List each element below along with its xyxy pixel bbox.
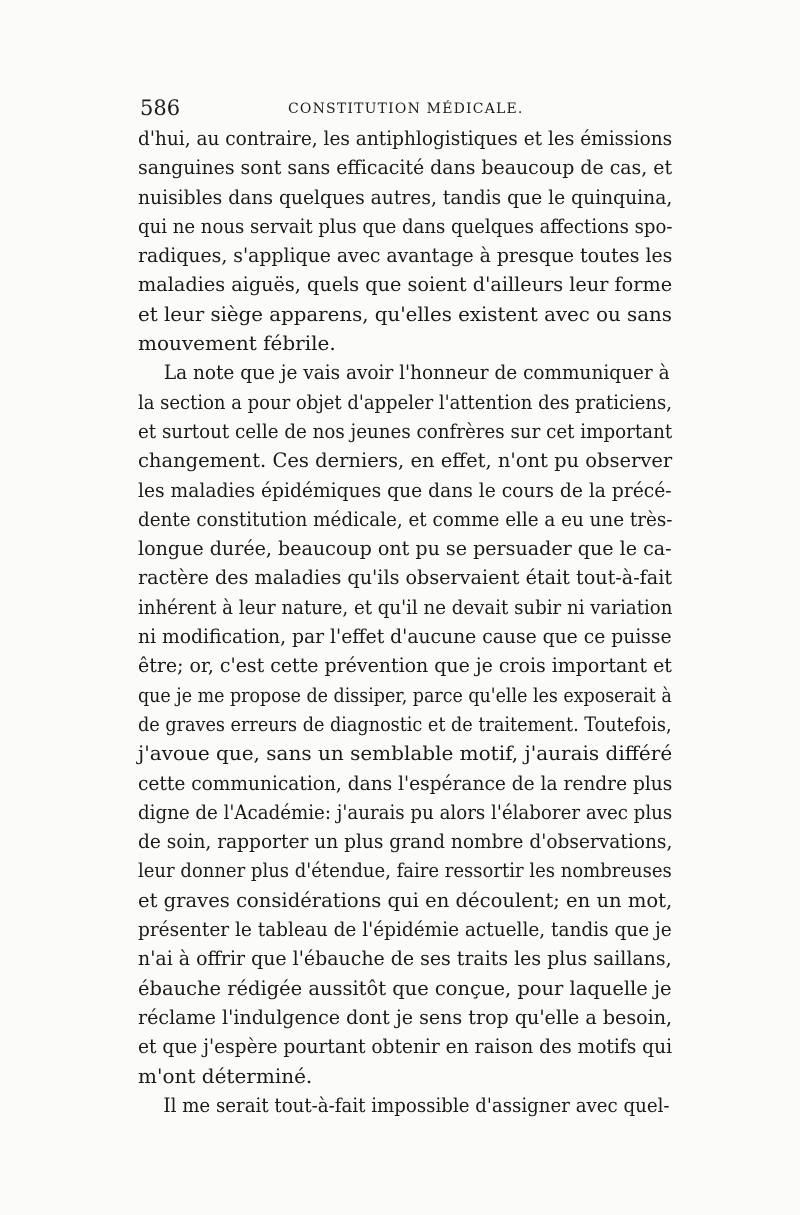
running-head: CONSTITUTION MÉDICALE.	[288, 101, 524, 117]
text-line: changement. Ces derniers, en effet, n'ont pu observer	[138, 448, 673, 473]
text-line: sanguines sont sans efficacité dans beaucoup de cas, et	[138, 155, 673, 180]
text-line: digne de l'Académie: j'aurais pu alors l'élaborer avec plus	[138, 799, 673, 824]
text-line: leur donner plus d'étendue, faire ressortir les nombreuses	[138, 858, 672, 883]
text-line: m'ont déterminé.	[138, 1063, 313, 1088]
text-line: longue durée, beaucoup ont pu se persuader que le ca-	[138, 536, 672, 561]
text-line: dente constitution médicale, et comme elle a eu une très-	[138, 506, 673, 531]
text-line: Il me serait tout-à-fait impossible d'assigner avec quel-	[163, 1092, 670, 1117]
text-line: et que j'espère pourtant obtenir en raison des motifs qui	[138, 1034, 673, 1059]
text-line: et graves considérations qui en découlent; en un mot,	[138, 887, 673, 912]
text-line: qui ne nous servait plus que dans quelques affections spo-	[138, 213, 673, 238]
text-line: et leur siège apparens, qu'elles existent avec ou sans	[138, 301, 672, 326]
text-line: et surtout celle de nos jeunes confrères sur cet important	[138, 418, 673, 443]
text-line: nuisibles dans quelques autres, tandis que le quinquina,	[138, 184, 673, 209]
text-line: réclame l'indulgence dont je sens trop qu'elle a besoin,	[138, 1004, 673, 1029]
text-line: n'ai à offrir que l'ébauche de ses traits les plus saillans,	[138, 946, 672, 971]
text-line: présenter le tableau de l'épidémie actuelle, tandis que je	[138, 917, 672, 942]
text-line: La note que je vais avoir l'honneur de communiquer à	[163, 360, 670, 385]
text-line: de soin, rapporter un plus grand nombre d'observations,	[138, 829, 673, 854]
text-line: la section a pour objet d'appeler l'attention des praticiens,	[138, 389, 672, 414]
body-text	[138, 124, 672, 1120]
text-line: ébauche rédigée aussitôt que conçue, pour laquelle je	[138, 975, 672, 1000]
text-line: que je me propose de dissiper, parce qu'elle les exposerait à	[138, 682, 672, 707]
page-header	[140, 94, 672, 124]
text-line: ractère des maladies qu'ils observaient était tout-à-fait	[138, 565, 673, 590]
text-line: les maladies épidémiques que dans le cours de la précé-	[138, 477, 672, 502]
text-line: j'avoue que, sans un semblable motif, j'aurais différé	[138, 741, 673, 766]
text-line: d'hui, au contraire, les antiphlogistiques et les émissions	[138, 126, 673, 150]
text-line: mouvement fébrile.	[138, 331, 336, 356]
text-line: radiques, s'applique avec avantage à presque toutes les	[138, 243, 673, 268]
text-line: inhérent à leur nature, et qu'il ne devait subir ni variation	[138, 594, 673, 619]
text-line: être; or, c'est cette prévention que je crois important et	[138, 653, 672, 678]
text-line: de graves erreurs de diagnostic et de traitement. Toutefois,	[138, 711, 672, 736]
text-line: maladies aiguës, quels que soient d'ailleurs leur forme	[138, 272, 673, 297]
page-number: 586	[140, 96, 181, 120]
text-line: cette communication, dans l'espérance de la rendre plus	[138, 770, 673, 795]
text-line: ni modification, par l'effet d'aucune cause que ce puisse	[138, 624, 672, 649]
